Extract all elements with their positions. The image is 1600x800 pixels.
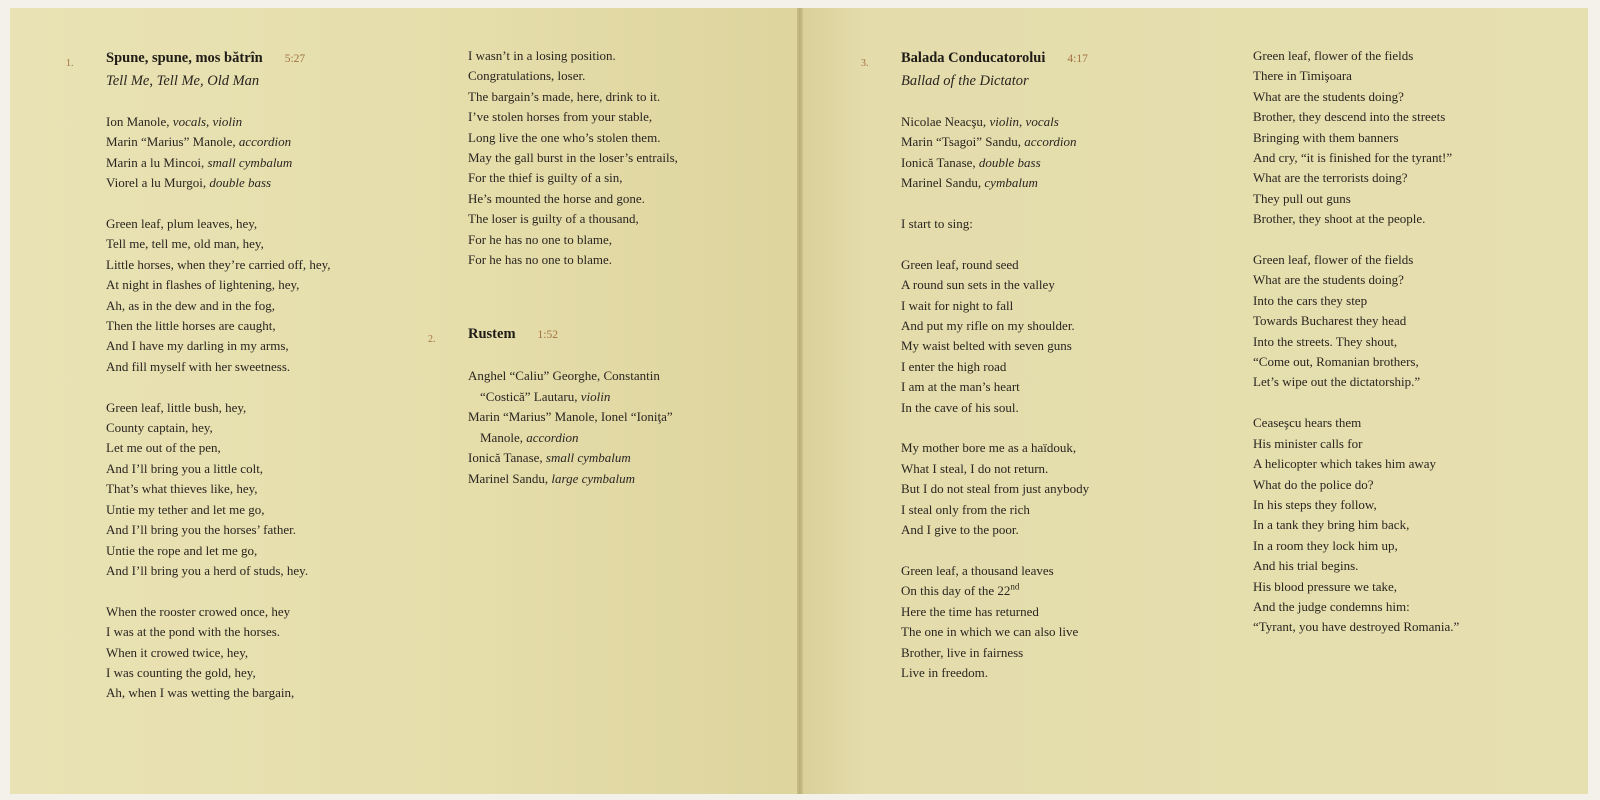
lyric-line: Ceaseşcu hears them <box>1253 415 1362 431</box>
lyric-line: At night in flashes of lightening, hey, <box>106 277 300 293</box>
track3-header <box>861 48 1221 70</box>
lyric-line: They pull out guns <box>1253 190 1351 206</box>
credit-line: Viorel a lu Murgoi, double bass <box>106 175 272 191</box>
lyric-line: Brother, live in fairness <box>901 644 1024 660</box>
lyric-line: There in Timişoara <box>1253 68 1352 84</box>
lyric-line: I start to sing: <box>901 216 973 232</box>
lyric-line: And I’ll bring you a herd of studs, hey. <box>106 562 309 578</box>
lyric-line: Green leaf, round seed <box>901 256 1019 272</box>
right-page <box>803 8 1588 794</box>
lyric-line: Green leaf, flower of the fields <box>1253 48 1414 63</box>
lyric-line: For he has no one to blame. <box>468 252 613 268</box>
track2-credits <box>468 366 778 488</box>
track3-stanza-1 <box>901 255 1221 418</box>
lyric-line: In a room they lock him up, <box>1253 537 1398 553</box>
track1-credits <box>106 112 436 194</box>
credit-line: Marin a lu Mincoi, small cymbalum <box>106 154 293 170</box>
lyric-line: But I do not steal from just anybody <box>901 481 1090 497</box>
lyric-line: Long live the one who’s stolen them. <box>468 129 661 145</box>
track3-stanza-3 <box>901 561 1221 683</box>
lyric-line: A round sun sets in the valley <box>901 277 1055 293</box>
track3-column <box>861 48 1221 704</box>
credit-line: Ionică Tanase, double bass <box>901 154 1041 170</box>
lyric-line: The loser is guilty of a thousand, <box>468 211 639 227</box>
lyric-line: May the gall burst in the loser’s entrails, <box>468 150 678 166</box>
lyric-line: Here the time has returned <box>901 603 1039 619</box>
lyric-line: And his trial begins. <box>1253 558 1359 574</box>
lyric-line: Ah, when I was wetting the bargain, <box>106 685 295 701</box>
lyric-line: Then the little horses are caught, <box>106 318 276 334</box>
lyric-line: Live in freedom. <box>901 664 988 680</box>
lyric-line: Let me out of the pen, <box>106 440 221 456</box>
track2-duration: 1:52 <box>537 329 558 342</box>
credit-line: Nicolae Neacşu, violin, vocals <box>901 114 1059 129</box>
track1-stanza-4 <box>468 46 778 270</box>
lyric-line: In the cave of his soul. <box>901 399 1019 415</box>
lyric-line: And I’ll bring you a little colt, <box>106 460 264 476</box>
lyric-line: I was at the pond with the horses. <box>106 624 281 640</box>
lyric-line: My waist belted with seven guns <box>901 338 1072 354</box>
credit-line: Marin “Tsagoi” Sandu, accordion <box>901 134 1077 150</box>
track1-continued-column <box>428 46 778 509</box>
lyric-line: And the judge condemns him: <box>1253 598 1410 614</box>
lyric-line: His blood pressure we take, <box>1253 578 1398 594</box>
lyric-line: Congratulations, loser. <box>468 68 586 84</box>
lyric-line: Tell me, tell me, old man, hey, <box>106 236 264 252</box>
track1-stanza-3 <box>106 602 436 704</box>
lyric-line: My mother bore me as a haïdouk, <box>901 440 1077 456</box>
lyric-line: Untie the rope and let me go, <box>106 542 258 558</box>
track1-stanza-1 <box>106 214 436 377</box>
lyric-line: Into the streets. They shout, <box>1253 333 1398 349</box>
track2-title: Rustem <box>468 326 516 343</box>
lyric-line: “Come out, Romanian brothers, <box>1253 354 1419 370</box>
lyric-line: County captain, hey, <box>106 420 213 436</box>
track1-duration: 5:27 <box>284 53 306 65</box>
track3-intro <box>901 214 1221 234</box>
lyric-line: Brother, they descend into the streets <box>1253 109 1446 125</box>
lyric-line: Towards Bucharest they head <box>1253 313 1407 329</box>
lyric-line: I was counting the gold, hey, <box>106 664 256 680</box>
lyric-line: When the rooster crowed once, hey <box>106 603 291 619</box>
lyric-line: And I’ll bring you the horses’ father. <box>106 522 297 538</box>
lyric-line: In his steps they follow, <box>1253 496 1377 512</box>
credit-line: Manole, accordion <box>480 429 579 445</box>
credit-line: Marinel Sandu, large cymbalum <box>468 470 636 486</box>
track2-header <box>428 324 778 346</box>
lyric-line: What are the terrorists doing? <box>1253 170 1408 186</box>
lyric-line: Untie my tether and let me go, <box>106 501 265 517</box>
lyric-line: In a tank they bring him back, <box>1253 517 1410 533</box>
left-page <box>10 8 797 794</box>
lyric-line: For he has no one to blame, <box>468 231 613 247</box>
lyric-line: On this day of the 22nd <box>901 581 1020 599</box>
track1-header <box>66 48 436 70</box>
lyric-line: The one in which we can also live <box>901 624 1079 640</box>
lyric-line: What do the police do? <box>1253 476 1374 492</box>
lyric-line: Green leaf, little bush, hey, <box>106 399 247 415</box>
lyric-line: And put my rifle on my shoulder. <box>901 318 1075 334</box>
lyric-line: Little horses, when they’re carried off, hey, <box>106 256 331 272</box>
lyric-line: The bargain’s made, here, drink to it. <box>468 88 661 104</box>
track1-number: 1. <box>66 58 74 69</box>
lyric-line: Green leaf, plum leaves, hey, <box>106 216 258 232</box>
lyric-line: I’ve stolen horses from your stable, <box>468 109 653 125</box>
lyric-line: I enter the high road <box>901 358 1007 374</box>
lyric-line: I steal only from the rich <box>901 501 1030 517</box>
track3-title: Balada Conducatorolui <box>901 50 1046 66</box>
track3-duration: 4:17 <box>1067 53 1088 65</box>
lyric-line: Green leaf, a thousand leaves <box>901 562 1054 578</box>
credit-line: Marin “Marius” Manole, accordion <box>106 134 292 150</box>
lyric-line: “Tyrant, you have destroyed Romania.” <box>1253 619 1460 635</box>
lyric-line: Into the cars they step <box>1253 292 1368 308</box>
lyric-line: Ah, as in the dew and in the fog, <box>106 297 275 313</box>
lyric-line: When it crowed twice, hey, <box>106 644 249 660</box>
credit-line: Marinel Sandu, cymbalum <box>901 175 1038 191</box>
lyric-line: I wasn’t in a losing position. <box>468 48 616 63</box>
lyric-line: And I give to the poor. <box>901 522 1019 538</box>
track3-number: 3. <box>861 58 869 69</box>
lyric-line: What are the students doing? <box>1253 272 1404 288</box>
lyric-line: And fill myself with her sweetness. <box>106 358 291 374</box>
credit-line: Ion Manole, vocals, violin <box>106 114 243 129</box>
track3-continued-column <box>1253 46 1573 658</box>
track3-stanza-4 <box>1253 46 1573 230</box>
lyric-line: And I have my darling in my arms, <box>106 338 289 354</box>
lyric-line: He’s mounted the horse and gone. <box>468 190 645 206</box>
credit-line: Anghel “Caliu” Georghe, Constantin <box>468 368 660 384</box>
booklet-spread <box>10 8 1588 794</box>
lyric-line: I am at the man’s heart <box>901 379 1020 395</box>
lyric-line: And cry, “it is finished for the tyrant!” <box>1253 150 1453 166</box>
lyric-line: Green leaf, flower of the fields <box>1253 252 1414 268</box>
track2-number: 2. <box>428 334 436 346</box>
lyric-line: Bringing with them banners <box>1253 129 1399 145</box>
track1-stanza-2 <box>106 398 436 582</box>
track1-title: Spune, spune, mos bătrîn <box>106 50 263 66</box>
lyric-line: Brother, they shoot at the people. <box>1253 211 1426 227</box>
lyric-line: What I steal, I do not return. <box>901 460 1049 476</box>
lyric-line: Let’s wipe out the dictatorship.” <box>1253 374 1421 390</box>
track1-subtitle: Tell Me, Tell Me, Old Man <box>106 73 260 89</box>
credit-line: “Costică” Lautaru, violin <box>480 388 611 404</box>
lyric-line: I wait for night to fall <box>901 297 1014 313</box>
lyric-line: His minister calls for <box>1253 435 1363 451</box>
lyric-line: A helicopter which takes him away <box>1253 456 1437 472</box>
lyric-line: For the thief is guilty of a sin, <box>468 170 623 186</box>
lyric-line: That’s what thieves like, hey, <box>106 481 258 497</box>
track3-stanza-6 <box>1253 413 1573 637</box>
track3-stanza-5 <box>1253 250 1573 393</box>
track1-column <box>66 48 436 724</box>
credit-line: Ionică Tanase, small cymbalum <box>468 450 631 466</box>
track3-stanza-2 <box>901 438 1221 540</box>
credit-line: Marin “Marius” Manole, Ionel “Ioniţa” <box>468 409 673 425</box>
track3-credits <box>901 112 1221 194</box>
lyric-line: What are the students doing? <box>1253 88 1404 104</box>
track3-subtitle: Ballad of the Dictator <box>901 73 1029 89</box>
